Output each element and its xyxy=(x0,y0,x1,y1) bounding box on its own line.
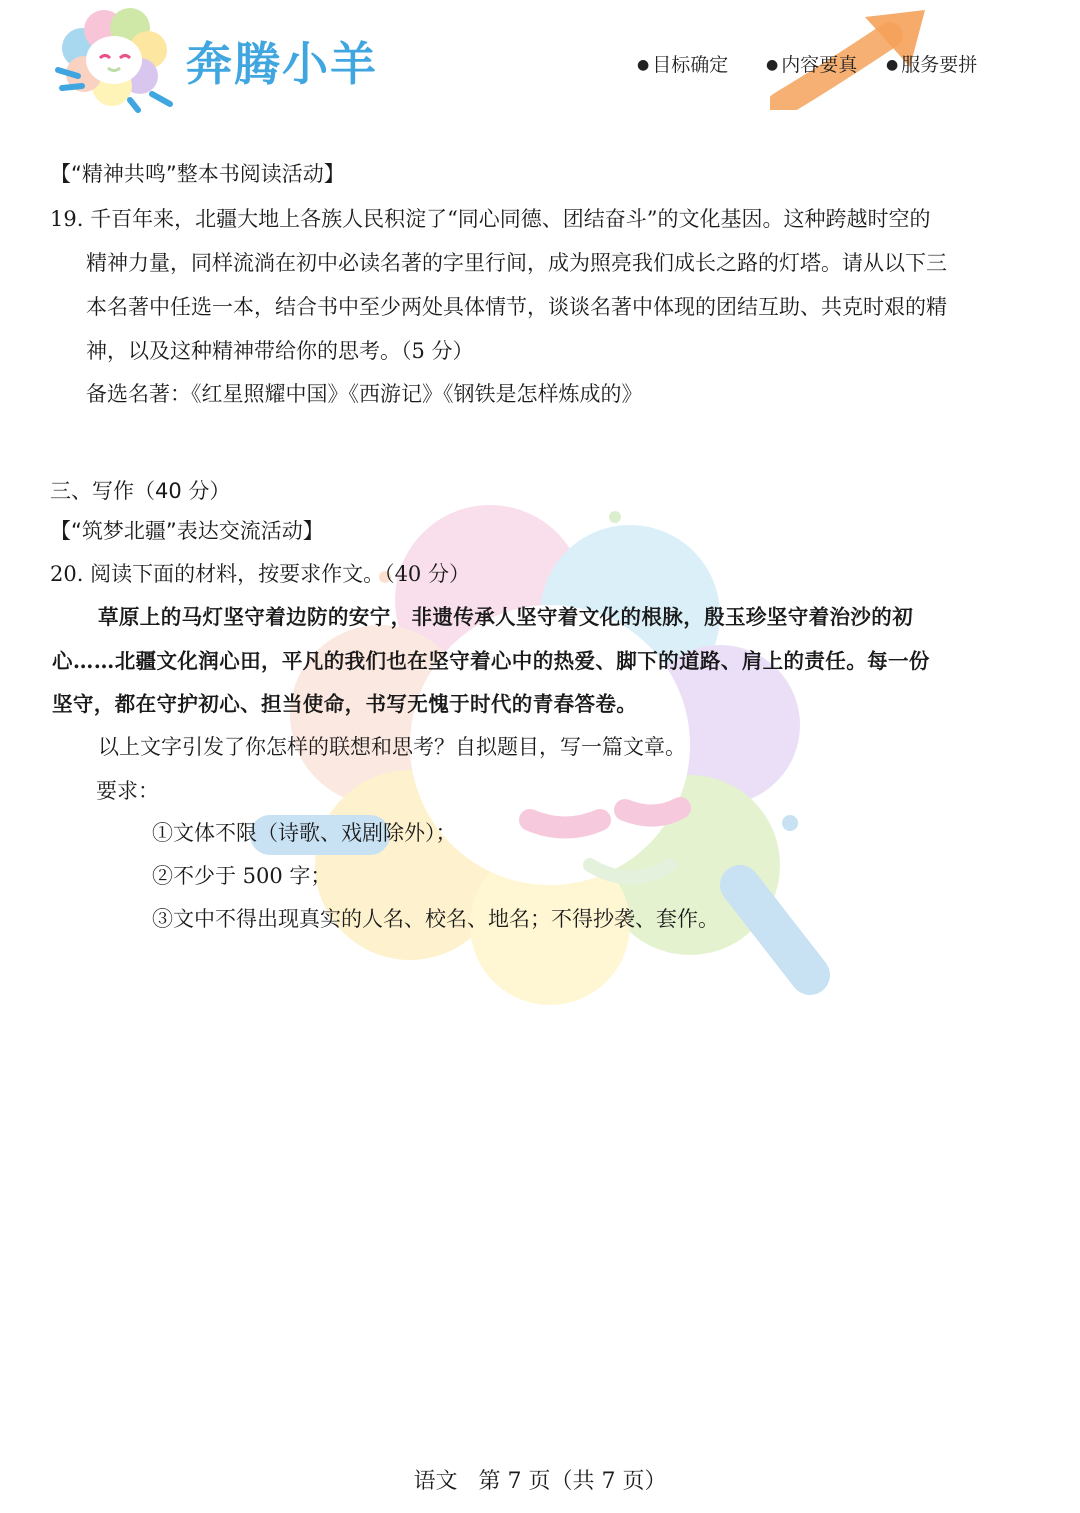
q19-line: 19. 千百年来，北疆大地上各族人民积淀了“同心同德、团结奋斗”的文化基因。这种跨越时空的 xyxy=(50,207,931,231)
slogan-tag: ● 目标确定 xyxy=(637,50,728,77)
requirements-label: 要求： xyxy=(96,779,159,803)
slogan-tag: ● 服务要拼 xyxy=(886,50,977,77)
requirement-item: ②不少于 500 字； xyxy=(152,864,332,888)
activity-title-writing: 【“筑梦北疆”表达交流活动】 xyxy=(50,519,324,543)
material-line: 心……北疆文化润心田，平凡的我们也在坚守着心中的热爱、脚下的道路、肩上的责任。每一份 xyxy=(52,649,930,673)
q19-line: 本名著中任选一本，结合书中至少两处具体情节，谈谈名著中体现的团结互助、共克时艰的精 xyxy=(86,295,947,319)
slogan-tag: ● 内容要真 xyxy=(766,50,857,77)
page-footer: 语文 第 7 页（共 7 页） xyxy=(413,1469,667,1494)
section-heading-writing: 三、写作（40 分） xyxy=(50,479,231,503)
q19-line: 精神力量，同样流淌在初中必读名著的字里行间，成为照亮我们成长之路的灯塔。请从以下三 xyxy=(86,251,947,275)
material-line: 草原上的马灯坚守着边防的安宁，非遗传承人坚守着文化的根脉，殷玉珍坚守着治沙的初 xyxy=(98,605,914,629)
activity-title-reading: 【“精神共鸣”整本书阅读活动】 xyxy=(50,162,345,186)
q19-line: 神，以及这种精神带给你的思考。（5 分） xyxy=(86,339,474,363)
material-line: 坚守，都在守护初心、担当使命，书写无愧于时代的青春答卷。 xyxy=(52,692,638,716)
sheep-logo-icon xyxy=(52,8,182,113)
requirement-item: ①文体不限（诗歌、戏剧除外）； xyxy=(152,821,457,845)
brand-name: 奔腾小羊 xyxy=(186,37,378,91)
q20-prompt: 20. 阅读下面的材料，按要求作文。（40 分） xyxy=(50,562,470,586)
q20-question: 以上文字引发了你怎样的联想和思考？自拟题目，写一篇文章。 xyxy=(98,735,686,759)
requirement-item: ③文中不得出现真实的人名、校名、地名；不得抄袭、套作。 xyxy=(152,907,719,931)
book-options: 备选名著：《红星照耀中国》《西游记》《钢铁是怎样炼成的》 xyxy=(86,382,643,406)
